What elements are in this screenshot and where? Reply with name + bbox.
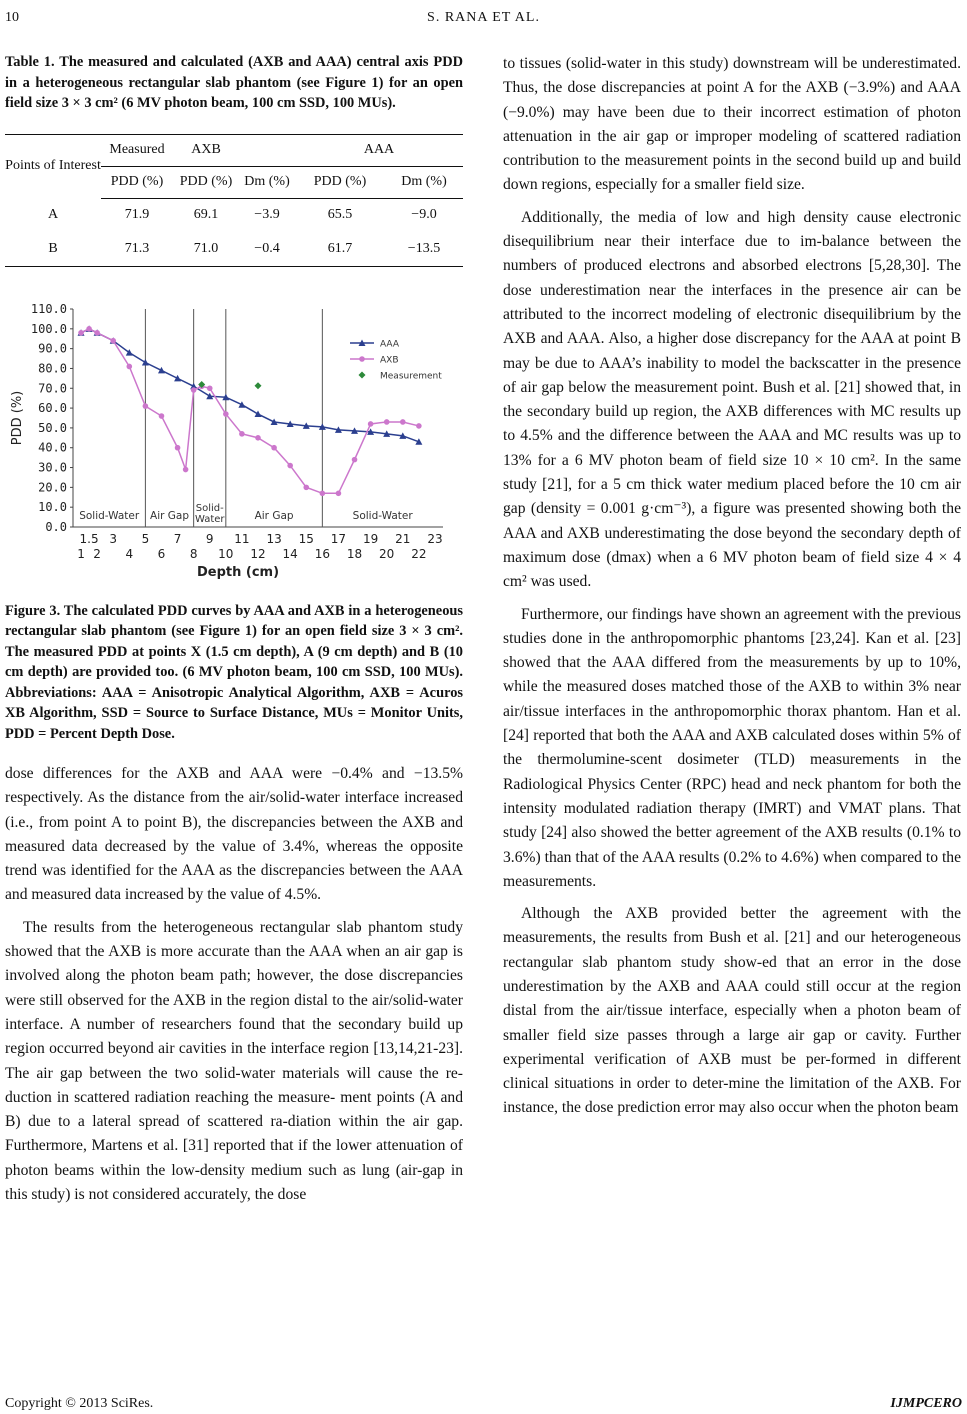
table-cell: 61.7	[295, 232, 385, 266]
table-row	[5, 232, 463, 266]
page-header	[0, 10, 967, 30]
figure-caption: Figure 3. The calculated PDD curves by AAA and AXB in a heterogeneous rectangular slab phantom (see Figure 1) for an open field size 3 × 3 cm². The measured PDD at points X (1.5 cm depth), A (9 cm depth) and B (10 cm depth) are provided too. (6 MV photon beam, 100 cm SSD, 100 MUs). Abbreviations: AAA = Anisotropic Analytical Algorithm, AXB = Acuros XB Algorithm, SSD = Source to Surface Distance, MUs = Monitor Units, PDD = Percent Depth Dose.	[5, 602, 463, 742]
axb-data-point	[368, 421, 374, 427]
x-tick-label: 8	[189, 546, 198, 561]
aaa-data-point	[174, 374, 181, 381]
copyright: Copyright © 2013 SciRes.	[5, 1396, 154, 1411]
left-column	[5, 52, 463, 1215]
body-paragraph: The results from the heterogeneous rectangular slab phantom study showed that the AXB is more accurate than the AAA when an air gap is involved along the photon beam path; however, the dose discrepancies were still observed for the AXB in the region distal to the air/solid-water interface. A number of researchers found that the secondary build up region occurred beyond air cavities in the interface region [13,14,21-23]. The air gap between the two solid-water materials will cause the re-duction in scattered radiation reaching the measure- ment points (A and B) due to a lateral spread of scattered ra-diation within the air gap. Furthermore, Martens et al. [31] reported that if the lower attenuation of photon beams within the low-density medium such as lung (air-gap in this study) is not considered accurately, the dose	[5, 918, 463, 1204]
axb-data-point	[320, 490, 326, 496]
aaa-data-point	[158, 366, 165, 373]
table-cell: 71.3	[101, 232, 173, 266]
x-tick-label: 2	[93, 546, 101, 561]
axb-data-point	[303, 484, 309, 490]
axb-data-point	[223, 411, 229, 417]
x-tick-label: 22	[411, 546, 427, 561]
aaa-data-point	[142, 359, 149, 366]
y-tick-label: 70.0	[38, 380, 67, 395]
x-tick-label: 20	[379, 546, 395, 561]
page-number: 10	[5, 10, 19, 25]
legend-marker-measurement	[359, 371, 366, 378]
x-tick-label: 17	[330, 531, 347, 546]
table-cell: −9.0	[411, 207, 437, 223]
table-cell: −0.4	[239, 232, 295, 266]
x-tick-label: 14	[282, 546, 298, 561]
axb-data-point	[191, 387, 197, 393]
results-table	[5, 134, 463, 267]
x-tick-label: 10	[218, 546, 234, 561]
x-tick-label: 7	[173, 531, 182, 546]
x-axis-label: Depth (cm)	[196, 564, 280, 580]
poi-header: Points of Interest	[5, 134, 101, 198]
x-tick-label: 16	[314, 546, 330, 561]
x-tick-label: 19	[362, 531, 379, 546]
x-tick-label: 6	[157, 546, 166, 561]
x-tick-label: 11	[234, 531, 250, 546]
body-paragraph: Furthermore, our findings have shown an agreement with the previous studies done in the anthropomorphic phantoms [23,24]. Kan et al. [23] showed that the AAA differed from the measurements by up to 10%, while the measured doses matched those of the AXB to within 3% near air/tissue interfaces in the anthropomorphic thorax phantom. Han et al. [24] reported that both the AAA and AXB calculated doses within 5% of the thermolumine-scent dosimeter (TLD) measurements in the Radiological Physics Center (RPC) head and neck phantom for both the intensity modulated radiation therapy (IMRT) and VMAT plans. That study [24] also showed the better agreement of the AXB results (0.1% to 3.6%) than that of the AAA results (0.2% to 4.6%) when compared to the measurements.	[503, 605, 961, 890]
legend-label-axb: AXB	[380, 355, 399, 365]
y-tick-label: 80.0	[38, 360, 67, 375]
legend-label-measurement: Measurement	[380, 371, 442, 381]
axb-data-point	[271, 444, 277, 450]
table-cell: 65.5	[327, 207, 353, 223]
axb-data-point	[86, 326, 92, 332]
journal-name: IJMPCERO	[890, 1396, 962, 1411]
x-tick-label: 21	[395, 531, 411, 546]
sub-header: PDD (%)	[295, 166, 385, 198]
x-tick-label: 5	[141, 531, 150, 546]
region-label: Water	[194, 513, 225, 525]
sub-header: Dm (%)	[239, 166, 295, 198]
axb-data-point	[400, 419, 406, 425]
axb-data-point	[384, 419, 390, 425]
x-tick-label: 4	[125, 546, 134, 561]
table-cell: 69.1	[193, 207, 219, 223]
axb-data-point	[183, 466, 189, 472]
x-tick-label: 3	[109, 531, 118, 546]
running-authors: S. RANA ET AL.	[427, 10, 540, 25]
axb-data-point	[207, 385, 213, 391]
axb-data-point	[110, 337, 116, 343]
table-cell: 71.9	[124, 207, 150, 223]
sub-header: PDD (%)	[101, 166, 173, 198]
region-label: Air Gap	[254, 509, 294, 522]
axb-data-point	[94, 329, 100, 335]
axb-data-point	[175, 444, 181, 450]
group-header-aaa: AAA	[295, 134, 463, 166]
pdd-chart	[5, 297, 463, 587]
right-column	[503, 52, 961, 1129]
pdd-chart-svg	[5, 297, 463, 587]
table-cell: −3.9	[254, 207, 280, 223]
sub-header: Dm (%)	[385, 166, 463, 198]
y-tick-label: 90.0	[38, 341, 67, 356]
axb-data-point	[255, 435, 261, 441]
region-label: Solid-	[195, 502, 224, 514]
y-tick-label: 110.0	[30, 301, 67, 316]
axb-data-point	[239, 431, 245, 437]
x-tick-label: 23	[427, 531, 443, 546]
x-tick-label: 9	[205, 531, 214, 546]
y-tick-label: 0.0	[45, 519, 67, 534]
legend-marker-axb	[359, 356, 365, 362]
region-label: Air Gap	[150, 509, 190, 522]
y-tick-label: 10.0	[38, 499, 67, 514]
axb-data-point	[78, 329, 84, 335]
region-label: Solid-Water	[79, 509, 140, 522]
x-tick-label: 13	[266, 531, 282, 546]
table-caption: Table 1. The measured and calculated (AXB and AAA) central axis PDD in a heterogeneous rectangular slab phantom (see Figure 1) for an open field size 3 × 3 cm² (6 MV photon beam, 100 cm SSD, 100 MUs).	[5, 54, 463, 111]
group-header-axb: AXB	[173, 134, 239, 166]
y-tick-label: 50.0	[38, 420, 67, 435]
y-tick-label: 60.0	[38, 400, 67, 415]
measurement-data-point	[255, 382, 262, 389]
table-cell: B	[5, 232, 101, 266]
y-axis-label: PDD (%)	[10, 390, 25, 445]
axb-data-point	[159, 413, 165, 419]
y-tick-label: 100.0	[30, 321, 67, 336]
table-cell: −13.5	[385, 232, 463, 266]
axb-data-point	[127, 363, 133, 369]
axb-data-point	[336, 490, 342, 496]
x-tick-label: 15	[298, 531, 314, 546]
aaa-data-point	[238, 401, 245, 408]
table-cell: 71.0	[173, 232, 239, 266]
aaa-data-point	[255, 410, 262, 417]
body-paragraph: Although the AXB provided better the agreement with the measurements, the results from Bush et al. [21] and our heterogeneous rectangular slab phantom study show-ed that an error in the dose underestimation by the AXB and AAA could still occur at the region distal from the air/tissue interface, especially when a photon beam of smaller field size passes through a large air gap or cavity. Further experimental verification of AXB must be per-formed in different clinical situations in order to deter-mine the limitation of the AXB. For instance, the dose prediction error may also occur when the photon beam	[503, 905, 961, 1117]
y-tick-label: 40.0	[38, 440, 67, 455]
axb-data-point	[143, 403, 149, 409]
x-tick-label: 18	[346, 546, 363, 561]
x-tick-label: 1.5	[79, 531, 99, 546]
region-label: Solid-Water	[352, 509, 413, 522]
table-cell: A	[47, 206, 59, 222]
legend-label-aaa: AAA	[380, 339, 399, 349]
y-tick-label: 30.0	[38, 460, 67, 475]
sub-header: PDD (%)	[173, 166, 239, 198]
table-row	[5, 198, 463, 232]
x-tick-label: 12	[250, 546, 266, 561]
body-paragraph: dose differences for the AXB and AAA were −0.4% and −13.5% respectively. As the distance from the air/solid-water interface increased (i.e., from point A to point B), the discrepancies between the AXB and measured data decreased by the value of 3.4%, whereas the opposite trend was identified for the AAA as the discrepancies between the AAA and measured data increased by the value of 4.5%.	[5, 765, 463, 904]
group-header-measured: Measured	[101, 134, 173, 166]
axb-data-point	[416, 423, 422, 429]
y-tick-label: 20.0	[38, 479, 67, 494]
x-tick-label: 1	[77, 546, 85, 561]
body-paragraph: Additionally, the media of low and high density cause electronic disequilibrium near their interface due to im-balance between the numbers of produced electrons and absorbed electrons [5,28,30]. The dose underestimation near the interfaces in the presence air can be attributed to the incorrect modeling of electronic disequilibrium by the AXB and AAA. Also, a higher dose discrepancy for the AAA at point B may be due to AAA’s inability to model the backscatter in the presence of air gap below the measurement point. Bush et al. [21] showed that, in the secondary build up region, the AXB differences with MC results up to 4.5% and the difference between the AAA and MC results was up to 13% for a 6 MV photon beam of field size 10 × 10 cm². In the same study [21], for a 5 cm thick water medium placed before the 10 cm air gap (density = 0.001 g·cm⁻³), a figure was presented showing both the AAA and AXB underestimating the dose beyond the secondary depth of maximum dose (dmax) when a 6 MV photon beam of field size 4 × 4 cm² was used.	[503, 208, 961, 591]
axb-data-point	[287, 462, 293, 468]
axb-data-point	[352, 456, 358, 462]
body-paragraph: to tissues (solid-water in this study) downstream will be underestimated. Thus, the dose discrepancies at point A for the AXB (−3.9%) and AAA (−9.0%) may have been due to their incorrect estimation of photon attenuation in the air gap or improper modeling of scattered radiation contribution to the measurement points in the second build up and build down regions, especially for a smaller field size.	[503, 55, 961, 194]
